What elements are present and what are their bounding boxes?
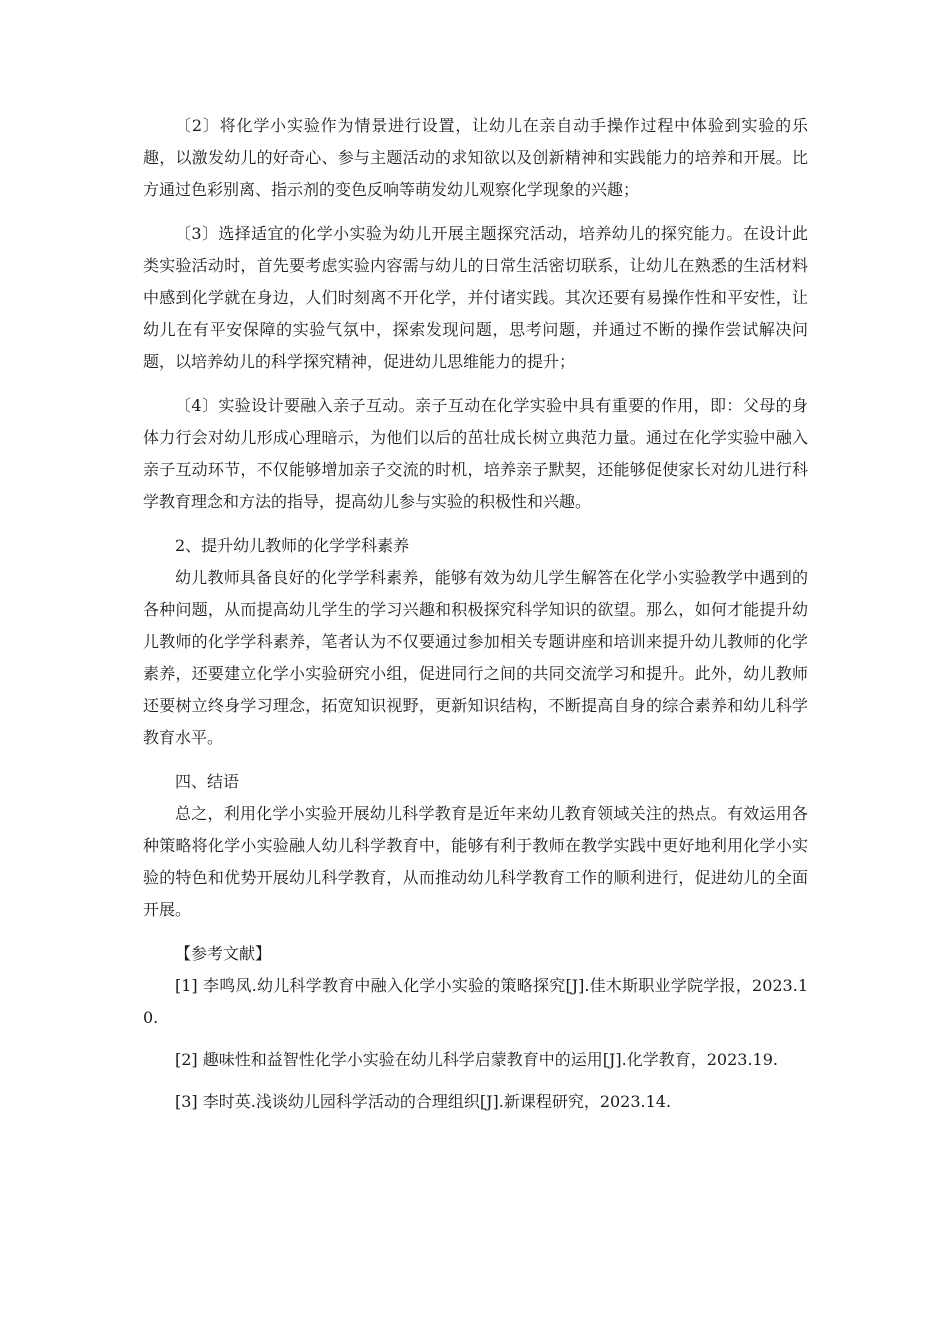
conclusion-heading: 四、结语 bbox=[175, 772, 240, 791]
paragraph-item-2: 〔2〕将化学小实验作为情景进行设置，让幼儿在亲自动手操作过程中体验到实验的乐趣，以激发幼儿的好奇心、参与主题活动的求知欲以及创新精神和实践能力的培养和开展。比方通过色彩别离、指示剂的变色反响等萌发幼儿观察化学现象的兴趣； bbox=[143, 116, 808, 199]
section-2-paragraph: 幼儿教师具备良好的化学学科素养，能够有效为幼儿学生解答在化学小实验教学中遇到的各种问题，从而提高幼儿学生的学习兴趣和积极探究科学知识的欲望。那么，如何才能提升幼儿教师的化学学科素养，笔者认为不仅要通过参加相关专题讲座和培训来提升幼儿教师的化学素养，还要建立化学小实验研究小组，促进同行之间的共同交流学习和提升。此外，幼儿教师还要树立终身学习理念，拓宽知识视野，更新知识结构，不断提高自身的综合素养和幼儿科学教育水平。 bbox=[143, 568, 808, 747]
document-body bbox=[143, 110, 808, 1118]
reference-item-3: [3] 李时英.浅谈幼儿园科学活动的合理组织[J].新课程研究，2023.14. bbox=[175, 1092, 672, 1111]
reference-item-2: [2] 趣味性和益智性化学小实验在幼儿科学启蒙教育中的运用[J].化学教育，2023.19. bbox=[175, 1050, 778, 1069]
section-2-heading: 2、提升幼儿教师的化学学科素养 bbox=[175, 536, 410, 555]
paragraph-item-4: 〔4〕实验设计要融入亲子互动。亲子互动在化学实验中具有重要的作用，即：父母的身体力行会对幼儿形成心理暗示，为他们以后的茁壮成长树立典范力量。通过在化学实验中融入亲子互动环节，不仅能够增加亲子交流的时机，培养亲子默契，还能够促使家长对幼儿进行科学教育理念和方法的指导，提高幼儿参与实验的积极性和兴趣。 bbox=[143, 396, 808, 511]
reference-item-1: [1] 李鸣凤.幼儿科学教育中融入化学小实验的策略探究[J].佳木斯职业学院学报，2023.10. bbox=[143, 976, 808, 1027]
conclusion-paragraph: 总之，利用化学小实验开展幼儿科学教育是近年来幼儿教育领域关注的热点。有效运用各种策略将化学小实验融人幼儿科学教育中，能够有利于教师在教学实践中更好地利用化学小实验的特色和优势开展幼儿科学教育，从而推动幼儿科学教育工作的顺利进行，促进幼儿的全面开展。 bbox=[143, 804, 808, 919]
paragraph-item-3: 〔3〕选择适宜的化学小实验为幼儿开展主题探究活动，培养幼儿的探究能力。在设计此类实验活动时，首先要考虑实验内容需与幼儿的日常生活密切联系，让幼儿在熟悉的生活材料中感到化学就在身边，人们时刻离不开化学，并付诸实践。其次还要有易操作性和平安性，让幼儿在有平安保障的实验气氛中，探索发现问题，思考问题，并通过不断的操作尝试解决问题，以培养幼儿的科学探究精神，促进幼儿思维能力的提升； bbox=[143, 224, 808, 371]
references-heading: 【参考文献】 bbox=[175, 944, 272, 963]
